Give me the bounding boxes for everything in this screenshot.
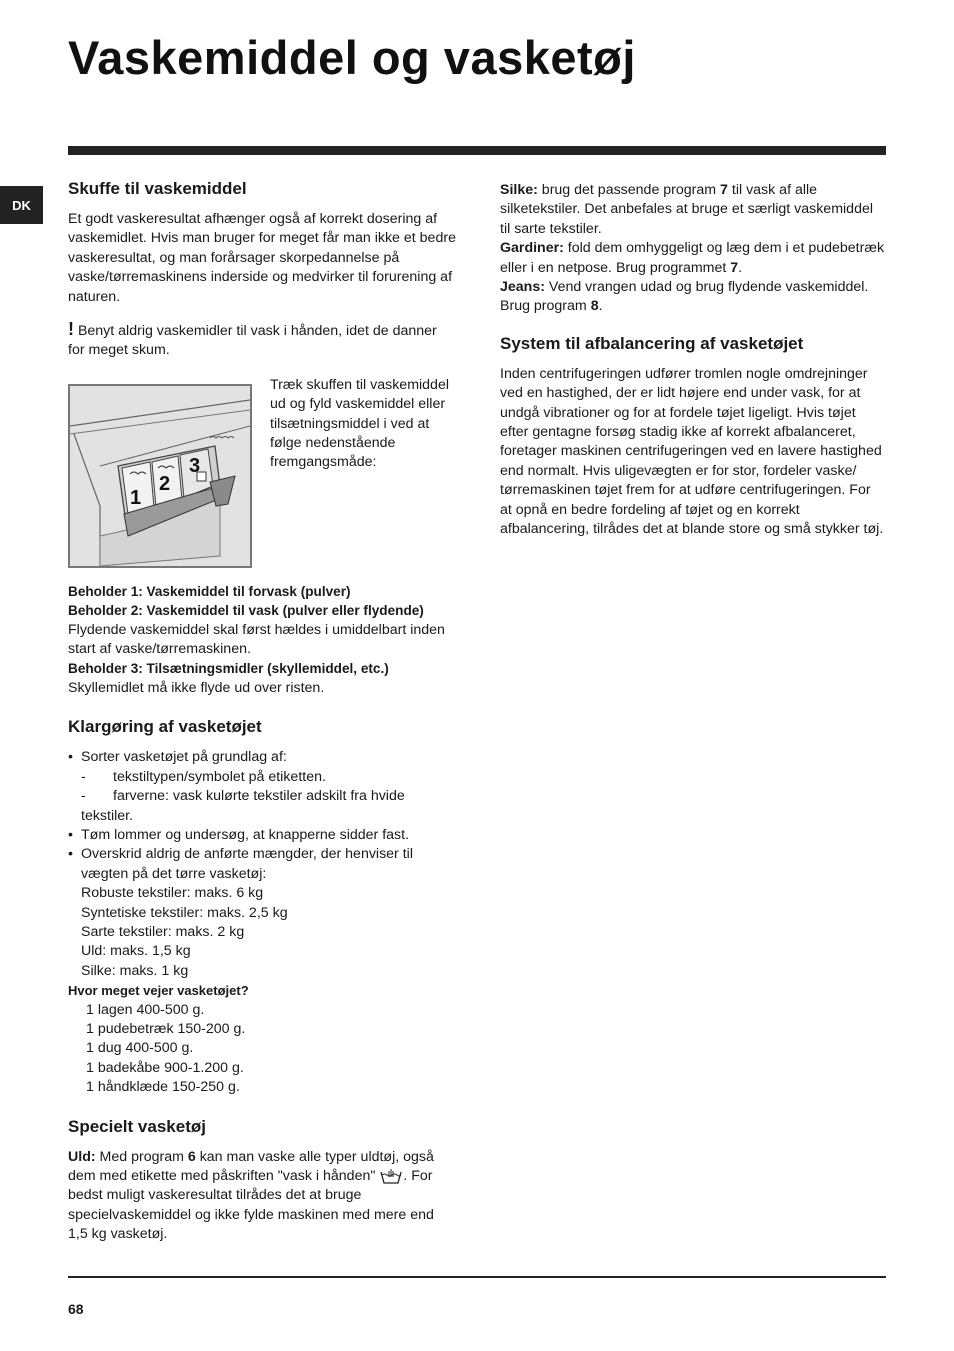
detergent-intro-paragraph: Et godt vaskeresultat afhænger også af korrekt dosering af vaskemidlet. Hvis man bruger for meget får man ikke et bedre vaskeresultat, og man forårsager skorpedannelse på vaske/tørremaskinens inderside og medvirker til forurening af naturen.	[68, 211, 456, 305]
list-item: • Overskrid aldrig de anførte mængder, der henviser til vægten på det tørre vasketøj:	[68, 845, 456, 884]
weight-item: 1 dug 400-500 g.	[86, 1040, 194, 1057]
section-heading-special-laundry: Specielt vasketøj	[68, 1116, 206, 1136]
compartment-2-label: Beholder 2: Vaskemiddel til vask (pulver eller flydende)	[68, 603, 424, 619]
warning-note	[68, 320, 456, 361]
page-number: 68	[68, 1301, 84, 1317]
compartment-1-label: Beholder 1: Vaskemiddel til forvask (pulver)	[68, 583, 351, 599]
right-column	[500, 181, 886, 540]
curtains-paragraph: Gardiner: fold dem omhyggeligt og læg dem i et pudebetræk eller i en netpose. Brug programmet 7.	[500, 240, 885, 276]
weight-item: 1 lagen 400-500 g.	[86, 1001, 205, 1018]
page-title: Vaskemiddel og vasketøj	[68, 31, 636, 84]
language-tab: DK	[0, 186, 43, 224]
balancing-paragraph: Inden centrifugeringen udfører tromlen nogle omdrejninger ved en hastighed, der er lidt højere end under vask, for at undgå vibrationer og for at fordele tøjet ligeligt. Hvis tøjet efter gentagne forsøg stadig ikke af korrekt afbalanceret, foretager maskinen centrifugeringen ved en lavere hastighed end normalt. Hvis uligevægten er for stor, fordeler vaske/ tørremaskinen tøjet frem for at udføre centrifugeringen. For at opnå en bedre fordeling af tøjet og en korrekt afbalancering, tilrådes det at blande store og små stykker tøj.	[500, 365, 884, 538]
section-heading-balancing-system: System til afbalancering af vasketøjet	[500, 333, 804, 353]
drawer-drawing	[70, 386, 250, 566]
weight-item: 1 badekåbe 900-1.200 g.	[86, 1059, 244, 1076]
compartment-3-label: Beholder 3: Tilsætningsmidler (skyllemiddel, etc.)	[68, 661, 389, 677]
section-heading-laundry-prep: Klargøring af vasketøjet	[68, 717, 262, 737]
item-weights-list	[68, 1001, 456, 1098]
left-column	[68, 178, 456, 1245]
header-rule	[68, 146, 886, 155]
weight-limit: Syntetiske tekstiler: maks. 2,5 kg	[81, 904, 288, 921]
weights-subheading: Hvor meget vejer vasketøjet?	[68, 983, 249, 999]
compartment-2-text: Flydende vaskemiddel skal først hældes i umiddelbart inden start af vaske/tørremaskinen.	[68, 621, 445, 658]
weight-item: 1 pudebetræk 150-200 g.	[86, 1020, 246, 1037]
weight-limit: Robuste tekstiler: maks. 6 kg	[81, 885, 264, 902]
compartment-3-text: Skyllemidlet må ikke flyde ud over risten.	[68, 679, 325, 696]
silk-paragraph: Silke: brug det passende program 7 til vask af alle silketekstiler. Det anbefales at bruge et særligt vaskemiddel til sarte tekstiler.	[500, 182, 873, 237]
list-item: - farverne: vask kulørte tekstiler adskilt fra hvide	[81, 788, 405, 805]
hand-wash-icon	[379, 1167, 403, 1185]
compartment-label-3: 3	[189, 454, 201, 477]
weight-limit: Uld: maks. 1,5 kg	[81, 943, 191, 960]
list-item: tekstiler.	[81, 807, 134, 824]
weight-limit: Silke: maks. 1 kg	[81, 962, 189, 979]
section-heading-detergent-drawer: Skuffe til vaskemiddel	[68, 179, 247, 198]
warning-icon: !	[68, 319, 74, 340]
drawer-figure-row	[68, 376, 456, 582]
weight-limit: Sarte tekstiler: maks. 2 kg	[81, 923, 245, 940]
list-item: - tekstiltypen/symbolet på etiketten.	[81, 768, 326, 785]
compartment-label-1: 1	[130, 486, 142, 509]
detergent-drawer-illustration	[68, 384, 252, 568]
laundry-prep-list	[68, 748, 456, 981]
jeans-paragraph: Jeans: Vend vrangen udad og brug flydende vaskemiddel. Brug program 8.	[500, 279, 869, 315]
footer-rule	[68, 1276, 886, 1278]
wool-paragraph: Uld: Med program 6 kan man vaske alle typer uldtøj, også dem med etikette med påskriften "vask i hånden" . For bedst muligt vaskeresultat tilrådes det at bruge specielvaskemiddel og ikke fylde maskinen med mere end 1,5 kg vasketøj.	[68, 1148, 434, 1243]
list-item: • Sorter vasketøjet på grundlag af:	[68, 748, 456, 767]
drawer-instruction-text: Træk skuffen til vaskemiddel ud og fyld vaskemiddel eller tilsætningsmiddel i ved at følge nedenstående fremgangsmåde:	[270, 376, 449, 471]
list-item: • Tøm lommer og undersøg, at knapperne sidder fast.	[68, 826, 456, 845]
warning-text: Benyt aldrig vaskemidler til vask i hånden, idet de danner for meget skum.	[68, 323, 437, 359]
compartment-label-2: 2	[159, 472, 171, 495]
weight-item: 1 håndklæde 150-250 g.	[86, 1079, 240, 1096]
